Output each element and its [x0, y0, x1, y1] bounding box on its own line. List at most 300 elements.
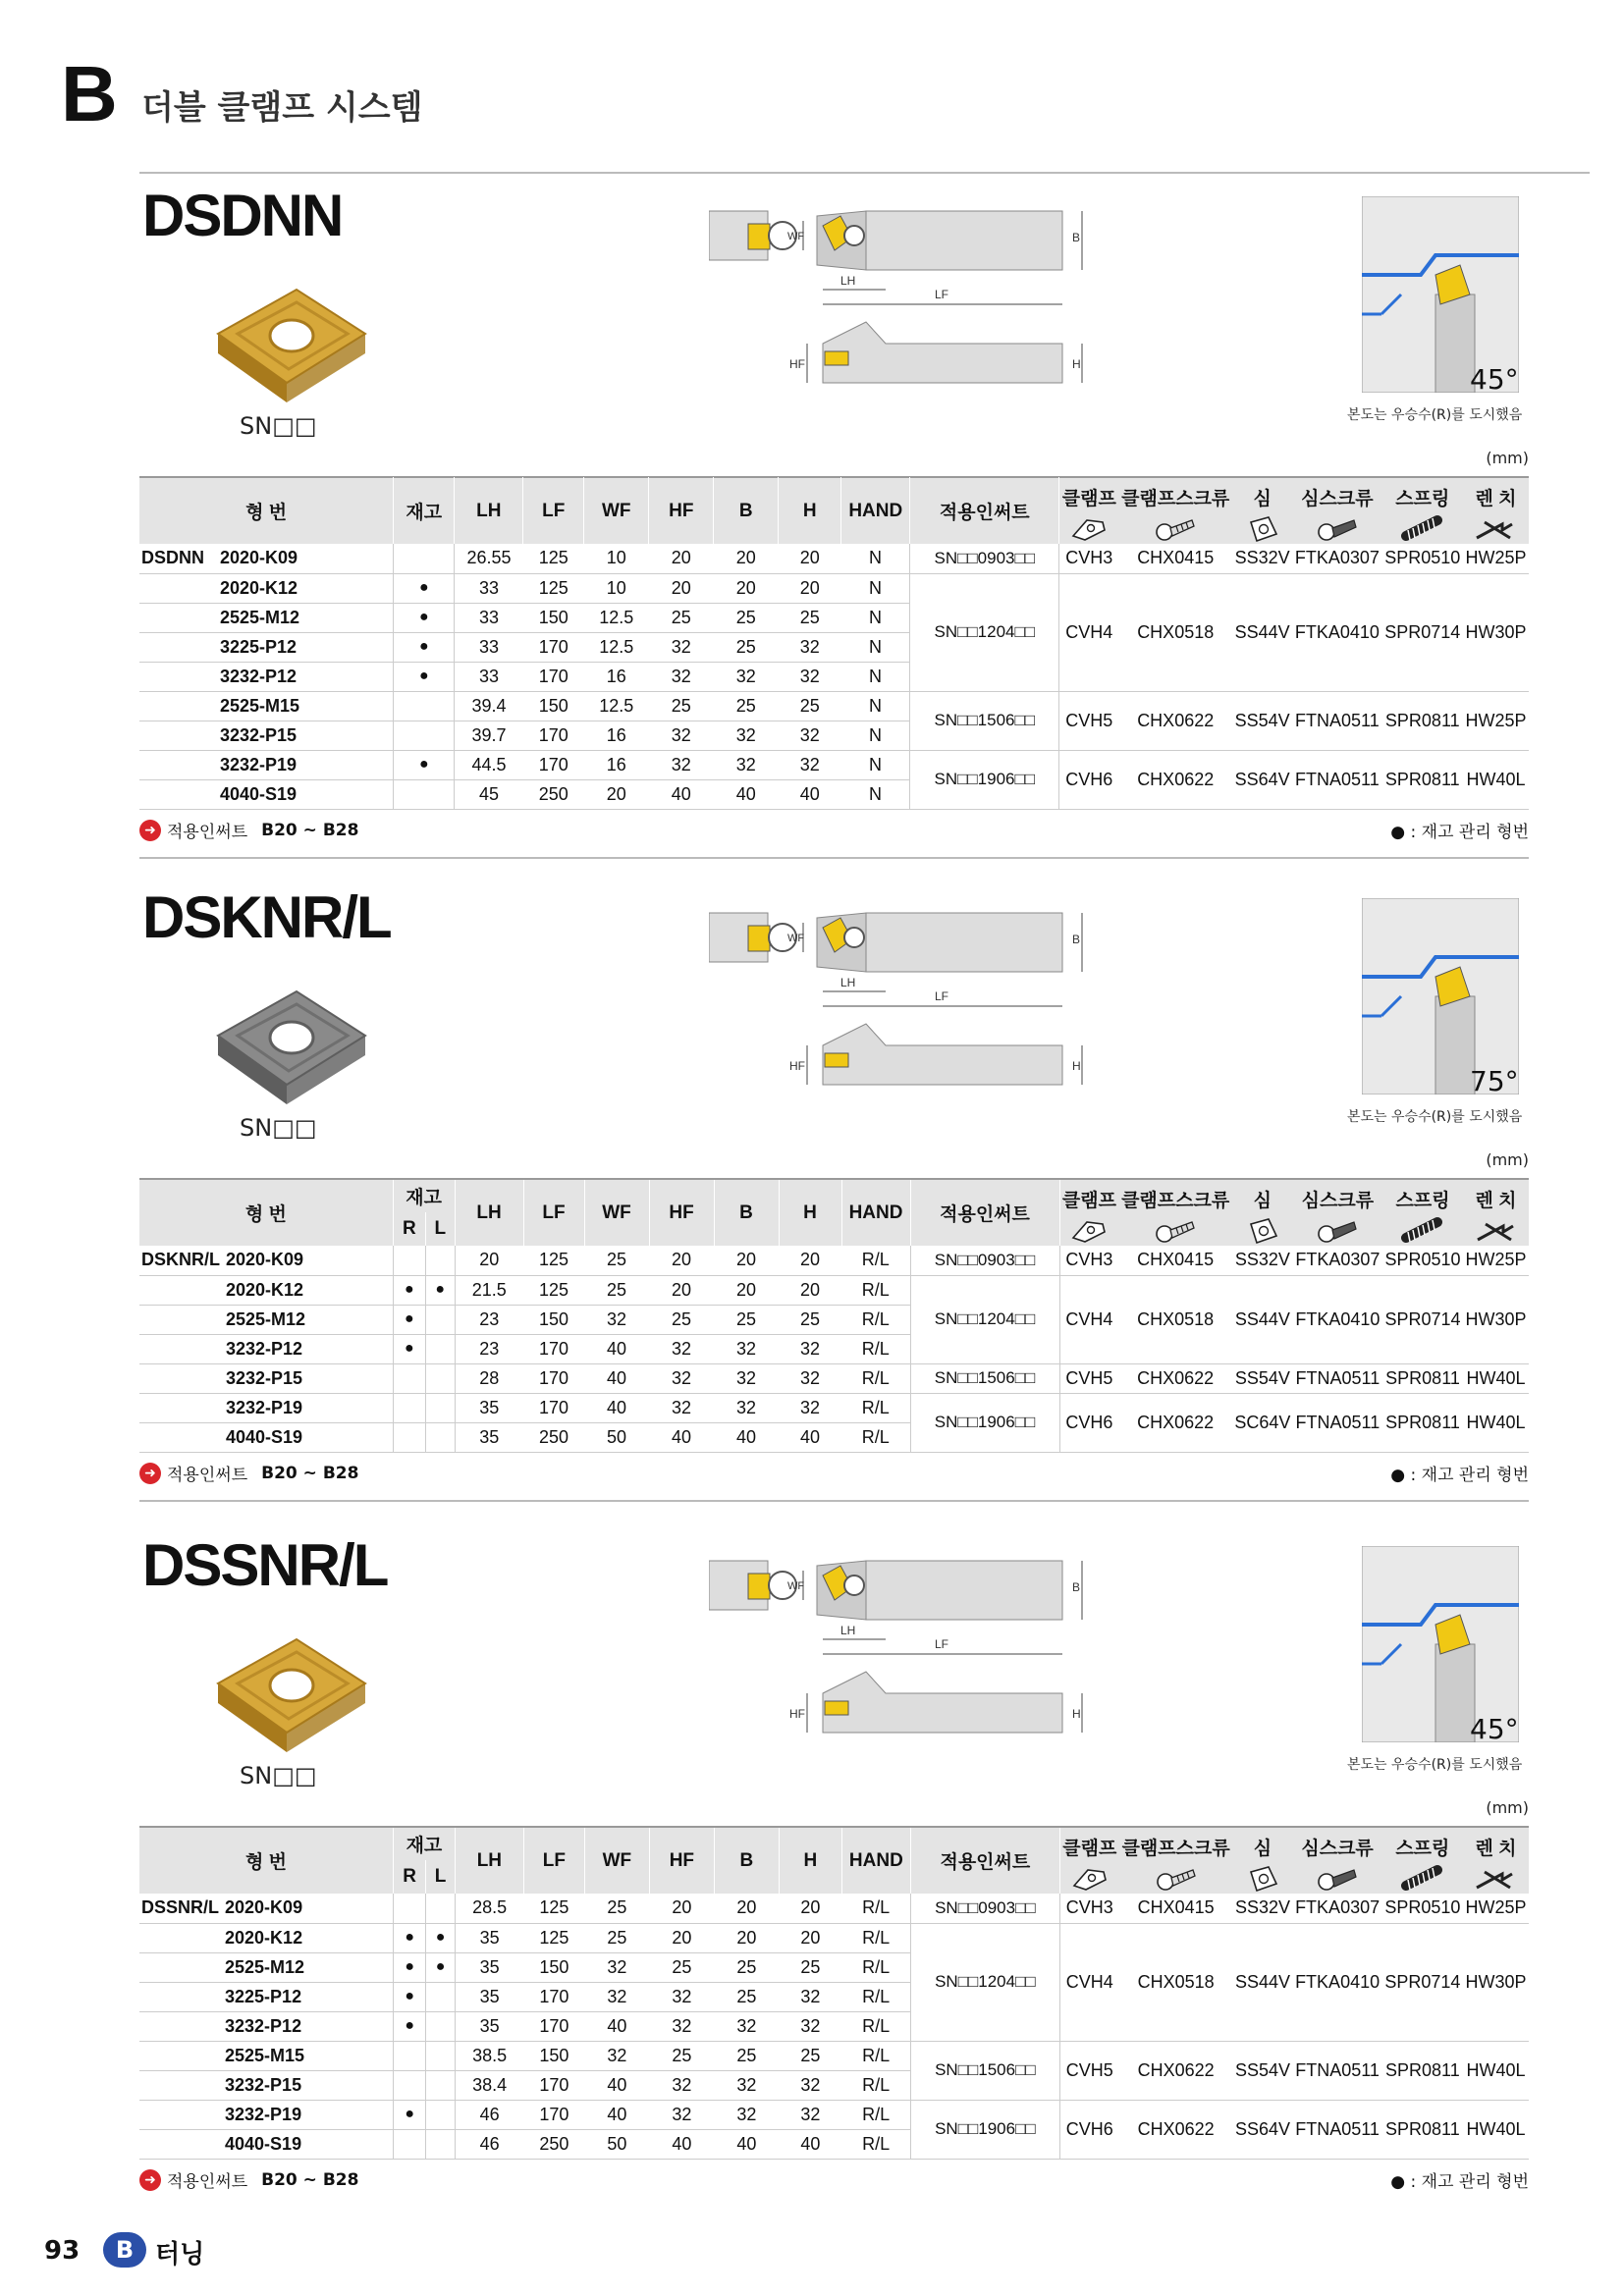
insert-label: SN□□ — [240, 412, 317, 440]
col-header-lh: LH — [455, 477, 523, 544]
family-cell: DSSNR/L — [139, 1894, 221, 1923]
value-cell-lf: 250 — [523, 2129, 584, 2159]
value-cell-lh: 45 — [455, 779, 523, 809]
value-cell-hf: 32 — [649, 1363, 714, 1393]
value-cell-lf: 250 — [523, 1422, 584, 1452]
part-header: 클램프 — [1059, 1827, 1118, 1894]
model-cell: 2020-K09 — [222, 1246, 393, 1275]
value-cell-wf: 25 — [584, 1246, 649, 1275]
value-cell-hf: 25 — [649, 1305, 714, 1334]
value-cell-hf: 32 — [649, 2100, 714, 2129]
model-cell: 2020-K12 — [221, 1923, 393, 1952]
value-cell-lf: 170 — [523, 750, 584, 779]
spec-table — [139, 476, 1529, 810]
part-cell: FTNA0511 — [1293, 1363, 1382, 1393]
col-stock-r: R — [393, 1212, 425, 1246]
part-cell: FTKA0307 — [1292, 544, 1381, 573]
stock-l-cell — [426, 2070, 456, 2100]
model-cell: 3232-P15 — [216, 721, 394, 750]
model-cell: 2525-M12 — [222, 1305, 393, 1334]
value-cell-lf: 125 — [523, 1275, 584, 1305]
section-divider — [139, 1500, 1529, 1502]
drawing-note: 본도는 우승수(R)를 도시했음 — [1347, 1757, 1523, 1773]
part-cell: FTNA0511 — [1293, 1393, 1382, 1452]
stock-l-cell — [426, 2041, 456, 2070]
model-cell: 3232-P15 — [221, 2070, 393, 2100]
part-cell: CVH6 — [1059, 2100, 1118, 2159]
value-cell-h: 20 — [779, 1275, 841, 1305]
stock-cell — [394, 779, 455, 809]
value-cell-lh: 33 — [455, 573, 523, 603]
stock-r-cell — [393, 1246, 425, 1275]
part-cell: HW40L — [1463, 1393, 1529, 1452]
family-cell — [139, 1275, 222, 1305]
value-cell-lf: 170 — [523, 2100, 584, 2129]
value-cell-hf: 40 — [649, 779, 714, 809]
part-cell: HW40L — [1463, 2041, 1529, 2100]
stock-cell — [394, 691, 455, 721]
col-header-lf: LF — [523, 1827, 584, 1894]
value-cell-lh: 33 — [455, 632, 523, 662]
value-cell-lf: 125 — [523, 1246, 584, 1275]
table-row — [139, 1275, 1529, 1305]
part-icon — [1384, 514, 1461, 544]
part-cell: SS32V — [1232, 544, 1292, 573]
col-header-b: B — [714, 1827, 779, 1894]
insert-cell: SN□□1906□□ — [910, 750, 1059, 809]
value-cell-wf: 40 — [584, 1393, 649, 1422]
part-cell: CHX0622 — [1118, 1393, 1232, 1452]
stock-l-cell — [426, 1894, 456, 1923]
part-cell: SPR0510 — [1382, 544, 1463, 573]
value-cell-h: 40 — [779, 2129, 841, 2159]
value-cell-hand: N — [841, 691, 910, 721]
value-cell-hf: 32 — [649, 2011, 714, 2041]
value-cell-lf: 125 — [523, 1923, 584, 1952]
col-insert-header: 적용인써트 — [910, 477, 1059, 544]
part-header: 심 — [1232, 477, 1292, 544]
part-cell: FTNA0511 — [1292, 691, 1381, 750]
value-cell-hf: 20 — [649, 1246, 714, 1275]
family-cell — [139, 2070, 221, 2100]
part-cell: SS54V — [1232, 691, 1292, 750]
value-cell-lh: 33 — [455, 603, 523, 632]
value-cell-hand: R/L — [841, 2129, 910, 2159]
part-header: 심스크류 — [1293, 1179, 1382, 1246]
family-cell — [139, 750, 216, 779]
stock-r-cell — [393, 1422, 425, 1452]
value-cell-b: 32 — [714, 2011, 779, 2041]
value-cell-h: 40 — [779, 779, 841, 809]
part-cell: CVH4 — [1059, 1923, 1118, 2041]
stock-l-cell — [426, 1393, 456, 1422]
value-cell-h: 25 — [779, 691, 841, 721]
value-cell-wf: 10 — [584, 544, 649, 573]
value-cell-hand: R/L — [841, 2041, 910, 2070]
part-header: 스프링 — [1382, 1179, 1463, 1246]
svg-text:B: B — [1072, 933, 1081, 946]
insert-cell: SN□□1506□□ — [910, 691, 1059, 750]
value-cell-lh: 21.5 — [455, 1275, 523, 1305]
stock-cell — [394, 721, 455, 750]
value-cell-b: 25 — [714, 1305, 779, 1334]
table-row — [139, 2100, 1529, 2129]
part-cell: CHX0415 — [1119, 1894, 1233, 1923]
part-cell: SPR0811 — [1382, 1363, 1463, 1393]
arrow-right-icon: ➜ — [139, 2169, 161, 2191]
family-cell — [139, 2011, 221, 2041]
value-cell-hand: R/L — [841, 1334, 910, 1363]
stock-r-cell: ● — [393, 2100, 425, 2129]
svg-text:HF: HF — [789, 1059, 805, 1073]
value-cell-hand: N — [841, 662, 910, 691]
value-cell-hf: 32 — [649, 662, 714, 691]
part-icon — [1465, 1216, 1527, 1246]
value-cell-h: 32 — [779, 721, 841, 750]
insert-cell: SN□□0903□□ — [910, 1894, 1059, 1923]
col-header-hf: HF — [649, 1827, 714, 1894]
insert-cell: SN□□0903□□ — [910, 1246, 1059, 1275]
value-cell-lh: 35 — [455, 1923, 523, 1952]
value-cell-b: 20 — [714, 1923, 779, 1952]
value-cell-hand: R/L — [841, 1275, 910, 1305]
chapter-badge: B — [103, 2232, 146, 2268]
col-header-lh: LH — [455, 1827, 523, 1894]
value-cell-b: 25 — [714, 2041, 779, 2070]
part-cell: SPR0510 — [1382, 1246, 1463, 1275]
svg-text:LH: LH — [840, 1624, 856, 1637]
stock-r-cell — [393, 2041, 425, 2070]
value-cell-wf: 50 — [584, 2129, 649, 2159]
stock-l-cell — [426, 1334, 456, 1363]
part-header: 렌 치 — [1463, 1827, 1529, 1894]
value-cell-hf: 20 — [649, 573, 714, 603]
value-cell-lh: 39.4 — [455, 691, 523, 721]
insert-cell: SN□□1906□□ — [910, 2100, 1059, 2159]
footnote-label: 적용인써트 — [167, 1466, 248, 1485]
model-cell: 3232-P19 — [216, 750, 394, 779]
part-icon — [1121, 1864, 1231, 1894]
value-cell-lf: 250 — [523, 779, 584, 809]
tool-drawing — [709, 898, 1455, 1163]
insert-cell: SN□□1506□□ — [910, 2041, 1059, 2100]
value-cell-h: 32 — [779, 662, 841, 691]
model-cell: 3232-P12 — [216, 662, 394, 691]
family-cell — [139, 573, 216, 603]
stock-note: ● : 재고 관리 형번 — [1390, 1466, 1529, 1485]
value-cell-lh: 35 — [455, 1952, 523, 1982]
part-cell: SS32V — [1233, 1894, 1293, 1923]
value-cell-lf: 150 — [523, 2041, 584, 2070]
part-cell: FTNA0511 — [1292, 2100, 1381, 2159]
value-cell-h: 32 — [779, 2011, 841, 2041]
part-cell: HW25P — [1463, 691, 1529, 750]
col-stock-l: L — [426, 1212, 456, 1246]
value-cell-b: 32 — [714, 750, 779, 779]
col-header-h: H — [779, 1179, 841, 1246]
value-cell-hand: R/L — [841, 2011, 910, 2041]
model-cell: 2020-K12 — [222, 1275, 393, 1305]
col-stock-l: L — [426, 1860, 456, 1894]
svg-text:WF: WF — [787, 231, 805, 242]
value-cell-wf: 25 — [584, 1894, 649, 1923]
col-header-hf: HF — [649, 477, 714, 544]
value-cell-b: 40 — [714, 2129, 779, 2159]
part-header: 클램프스크류 — [1119, 1827, 1233, 1894]
product-section — [139, 883, 1529, 1561]
model-cell: 4040-S19 — [221, 2129, 393, 2159]
section-title: DSKNR/L — [142, 884, 391, 950]
stock-l-cell — [426, 1982, 456, 2011]
part-header: 클램프스크류 — [1118, 1179, 1232, 1246]
value-cell-h: 20 — [779, 573, 841, 603]
part-header: 심 — [1232, 1179, 1293, 1246]
part-cell: CVH4 — [1059, 1275, 1118, 1363]
part-cell: CVH4 — [1059, 573, 1118, 691]
part-cell: CHX0622 — [1118, 1363, 1232, 1393]
part-cell: HW40L — [1463, 2100, 1529, 2159]
part-cell: SPR0811 — [1382, 2041, 1463, 2100]
model-cell: 4040-S19 — [222, 1422, 393, 1452]
approach-angle: 45° — [1470, 1713, 1519, 1745]
col-model-header: 형 번 — [139, 1179, 393, 1246]
value-cell-hf: 32 — [649, 1393, 714, 1422]
model-cell: 2525-M12 — [216, 603, 394, 632]
part-icon — [1120, 1216, 1230, 1246]
spec-table — [139, 1826, 1529, 2160]
table-row — [139, 573, 1529, 603]
part-cell: HW30P — [1463, 573, 1529, 691]
value-cell-hf: 20 — [649, 1894, 714, 1923]
col-header-h: H — [779, 1827, 841, 1894]
part-cell: SPR0714 — [1382, 1923, 1463, 2041]
model-cell: 3232-P12 — [222, 1334, 393, 1363]
value-cell-lf: 125 — [523, 544, 584, 573]
value-cell-hf: 25 — [649, 603, 714, 632]
value-cell-wf: 40 — [584, 2070, 649, 2100]
insert-label: SN□□ — [240, 1762, 317, 1789]
part-header: 클램프 — [1059, 1179, 1118, 1246]
value-cell-lf: 170 — [523, 1393, 584, 1422]
value-cell-b: 20 — [714, 573, 779, 603]
part-header: 클램프스크류 — [1118, 477, 1232, 544]
insert-cell: SN□□0903□□ — [910, 544, 1059, 573]
value-cell-lh: 23 — [455, 1334, 523, 1363]
drawing-note: 본도는 우승수(R)를 도시했음 — [1347, 407, 1523, 423]
value-cell-h: 25 — [779, 2041, 841, 2070]
value-cell-h: 20 — [779, 544, 841, 573]
part-cell: CHX0622 — [1119, 2100, 1233, 2159]
chapter-letter: B — [61, 50, 118, 137]
part-cell: SPR0714 — [1382, 1275, 1463, 1363]
value-cell-h: 25 — [779, 1952, 841, 1982]
value-cell-hand: N — [841, 573, 910, 603]
insert-image — [208, 275, 375, 422]
value-cell-wf: 32 — [584, 1982, 649, 2011]
part-icon — [1234, 1216, 1291, 1246]
value-cell-lh: 39.7 — [455, 721, 523, 750]
page-header — [61, 49, 1534, 177]
col-header-h: H — [779, 477, 841, 544]
part-icon — [1062, 1216, 1117, 1246]
section-footnote — [139, 2167, 1529, 2193]
part-cell: CVH6 — [1059, 1393, 1118, 1452]
col-header-lf: LF — [523, 477, 584, 544]
value-cell-wf: 25 — [584, 1923, 649, 1952]
value-cell-lh: 35 — [455, 1982, 523, 2011]
arrow-right-icon: ➜ — [139, 820, 161, 841]
insert-cell: SN□□1204□□ — [910, 1275, 1059, 1363]
part-cell: CHX0622 — [1118, 691, 1232, 750]
stock-l-cell — [426, 1363, 456, 1393]
part-cell: CVH5 — [1059, 2041, 1118, 2100]
stock-cell: ● — [394, 632, 455, 662]
model-cell: 2020-K09 — [216, 544, 394, 573]
value-cell-hf: 20 — [649, 1275, 714, 1305]
tool-drawing — [709, 1546, 1455, 1811]
part-cell: HW30P — [1463, 1275, 1529, 1363]
section-title: DSSNR/L — [142, 1532, 388, 1598]
value-cell-lf: 170 — [523, 1363, 584, 1393]
col-header-hand: HAND — [841, 477, 910, 544]
table-row — [139, 1894, 1529, 1923]
col-header-b: B — [714, 477, 779, 544]
value-cell-lf: 170 — [523, 721, 584, 750]
value-cell-lh: 33 — [455, 662, 523, 691]
family-cell — [139, 779, 216, 809]
value-cell-b: 25 — [714, 632, 779, 662]
col-header-wf: WF — [584, 1827, 649, 1894]
family-cell — [139, 632, 216, 662]
model-cell: 3232-P19 — [221, 2100, 393, 2129]
value-cell-b: 32 — [714, 2070, 779, 2100]
product-section — [139, 182, 1529, 859]
value-cell-hf: 25 — [649, 2041, 714, 2070]
part-cell: SS64V — [1232, 750, 1292, 809]
value-cell-hand: N — [841, 779, 910, 809]
part-header: 심스크류 — [1292, 1827, 1381, 1894]
model-cell: 3232-P15 — [222, 1363, 393, 1393]
value-cell-b: 20 — [714, 1275, 779, 1305]
part-header: 심스크류 — [1292, 477, 1381, 544]
approach-angle: 75° — [1470, 1065, 1519, 1097]
part-cell: SPR0510 — [1382, 1894, 1463, 1923]
value-cell-wf: 40 — [584, 2100, 649, 2129]
col-header-hf: HF — [649, 1179, 714, 1246]
family-cell — [139, 1393, 222, 1422]
footnote-pages: B20 ~ B28 — [261, 1463, 359, 1483]
drawing-note: 본도는 우승수(R)를 도시했음 — [1347, 1109, 1523, 1125]
footnote-label: 적용인써트 — [167, 2172, 248, 2192]
value-cell-wf: 16 — [584, 662, 649, 691]
stock-l-cell — [426, 1422, 456, 1452]
value-cell-b: 32 — [714, 662, 779, 691]
product-section — [139, 1531, 1529, 2209]
value-cell-lh: 46 — [455, 2100, 523, 2129]
value-cell-wf: 12.5 — [584, 603, 649, 632]
part-header: 심 — [1233, 1827, 1293, 1894]
value-cell-hand: R/L — [841, 1305, 910, 1334]
part-cell: CHX0622 — [1119, 2041, 1233, 2100]
table-row — [139, 750, 1529, 779]
table-row — [139, 544, 1529, 573]
family-cell — [139, 1952, 221, 1982]
value-cell-wf: 32 — [584, 2041, 649, 2070]
family-cell — [139, 1422, 222, 1452]
svg-text:HF: HF — [789, 357, 805, 371]
insert-cell: SN□□1506□□ — [910, 1363, 1059, 1393]
svg-text:H: H — [1072, 1059, 1081, 1073]
value-cell-wf: 40 — [584, 1334, 649, 1363]
value-cell-lh: 28 — [455, 1363, 523, 1393]
value-cell-lf: 170 — [523, 632, 584, 662]
value-cell-hand: R/L — [841, 2070, 910, 2100]
insert-cell: SN□□1204□□ — [910, 1923, 1059, 2041]
part-cell: CVH3 — [1059, 1246, 1118, 1275]
svg-text:H: H — [1072, 357, 1081, 371]
col-insert-header: 적용인써트 — [910, 1827, 1059, 1894]
value-cell-hf: 20 — [649, 1923, 714, 1952]
value-cell-wf: 10 — [584, 573, 649, 603]
value-cell-hand: N — [841, 544, 910, 573]
part-cell: CHX0415 — [1118, 1246, 1232, 1275]
part-icon — [1120, 514, 1230, 544]
stock-l-cell — [426, 2129, 456, 2159]
part-cell: CHX0622 — [1118, 750, 1232, 809]
value-cell-lh: 38.4 — [455, 2070, 523, 2100]
value-cell-b: 32 — [714, 721, 779, 750]
value-cell-h: 20 — [779, 1246, 841, 1275]
stock-l-cell — [426, 2100, 456, 2129]
part-cell: FTKA0410 — [1292, 573, 1381, 691]
value-cell-hf: 25 — [649, 1952, 714, 1982]
value-cell-hand: N — [841, 721, 910, 750]
value-cell-h: 25 — [779, 1305, 841, 1334]
family-cell — [139, 2129, 221, 2159]
model-cell: 2525-M15 — [221, 2041, 393, 2070]
insert-cell: SN□□1204□□ — [910, 573, 1059, 691]
value-cell-hand: R/L — [841, 1982, 910, 2011]
part-header: 클램프 — [1059, 477, 1118, 544]
part-cell: FTKA0410 — [1292, 1923, 1381, 2041]
value-cell-wf: 16 — [584, 721, 649, 750]
value-cell-lf: 150 — [523, 603, 584, 632]
insert-image — [208, 1625, 375, 1772]
tool-drawing — [709, 196, 1455, 461]
value-cell-hf: 32 — [649, 632, 714, 662]
part-icon — [1465, 1864, 1527, 1894]
part-cell: FTKA0410 — [1293, 1275, 1382, 1363]
part-cell: SS44V — [1232, 1275, 1293, 1363]
value-cell-b: 32 — [714, 2100, 779, 2129]
part-icon — [1384, 1864, 1461, 1894]
section-footnote — [139, 818, 1529, 843]
part-icon — [1234, 514, 1290, 544]
value-cell-lf: 150 — [523, 1305, 584, 1334]
value-cell-h: 32 — [779, 1363, 841, 1393]
stock-r-cell: ● — [393, 1305, 425, 1334]
value-cell-lf: 150 — [523, 691, 584, 721]
stock-cell: ● — [394, 573, 455, 603]
part-cell: FTNA0511 — [1292, 2041, 1381, 2100]
part-cell: CVH5 — [1059, 691, 1118, 750]
part-cell: SS44V — [1233, 1923, 1293, 2041]
section-footnote — [139, 1461, 1529, 1486]
stock-r-cell: ● — [393, 1923, 425, 1952]
model-cell: 4040-S19 — [216, 779, 394, 809]
model-cell: 3225-P12 — [221, 1982, 393, 2011]
value-cell-lh: 35 — [455, 2011, 523, 2041]
